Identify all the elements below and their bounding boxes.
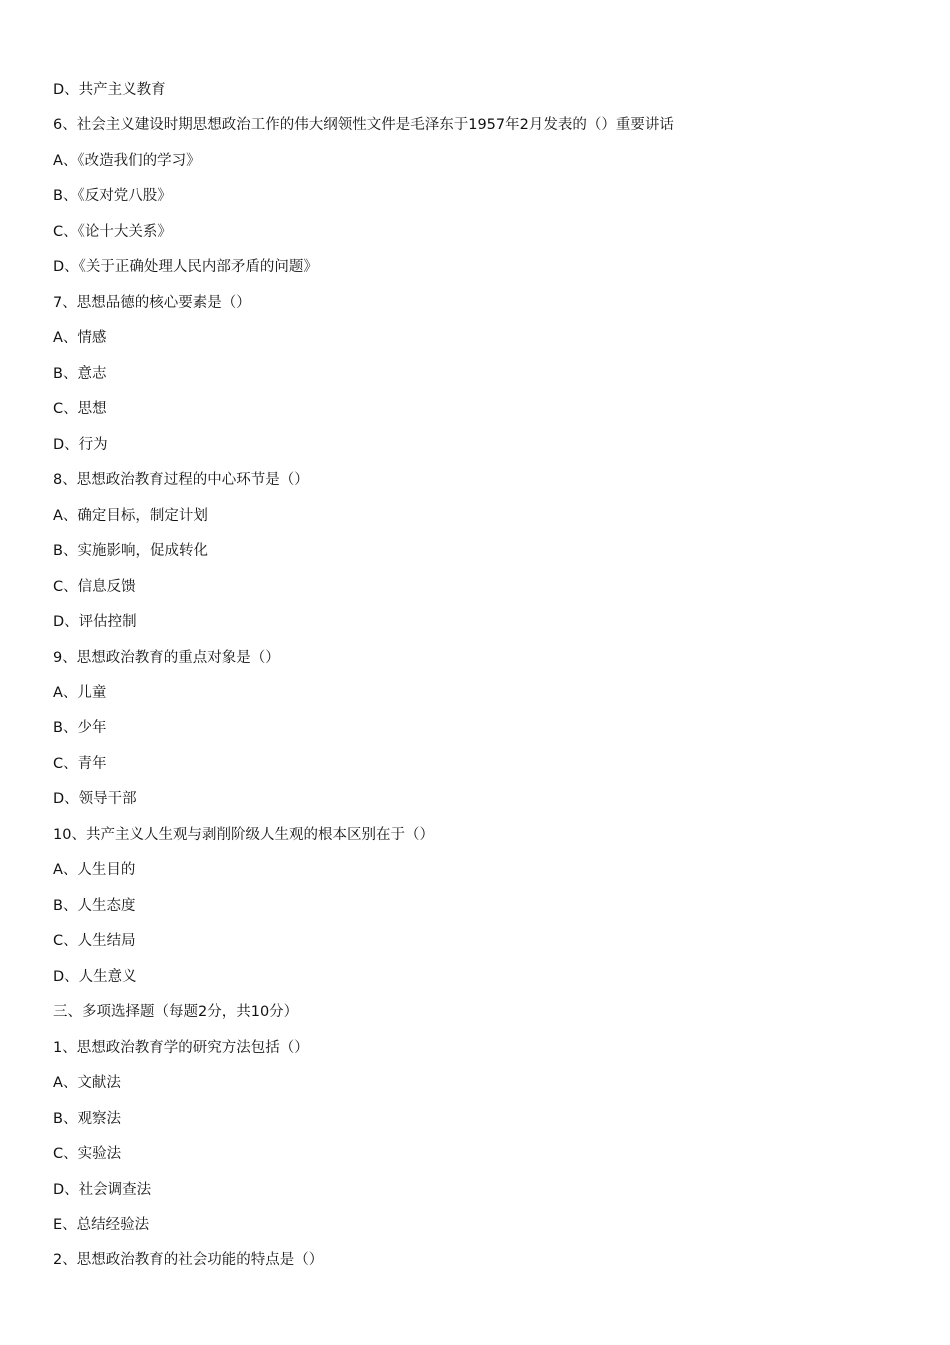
option-line: A、儿童 [53, 684, 107, 701]
question-line: 7、思想品德的核心要素是（） [53, 294, 251, 311]
option-line: A、《改造我们的学习》 [53, 152, 201, 169]
option-line: C、人生结局 [53, 933, 136, 950]
question-line: 10、共产主义人生观与剥削阶级人生观的根本区别在于（） [53, 826, 434, 843]
option-line: C、《论十大关系》 [53, 223, 172, 240]
question-line: 6、社会主义建设时期思想政治工作的伟大纲领性文件是毛泽东于1957年2月发表的（）重要讲话 [53, 117, 674, 134]
option-line: B、意志 [53, 365, 107, 382]
option-line: B、人生态度 [53, 897, 136, 914]
option-line: B、《反对党八股》 [53, 188, 172, 205]
option-line: D、领导干部 [53, 791, 137, 808]
option-line: B、实施影响，促成转化 [53, 543, 208, 560]
option-line: D、评估控制 [53, 614, 137, 631]
option-line: D、共产主义教育 [53, 82, 166, 98]
option-line: E、总结经验法 [53, 1217, 150, 1233]
question-line: 8、思想政治教育过程的中心环节是（） [53, 472, 309, 489]
option-line: C、青年 [53, 755, 107, 772]
option-line: D、行为 [53, 436, 108, 453]
question-list [53, 78, 674, 1284]
option-line: D、《关于正确处理人民内部矛盾的问题》 [53, 259, 318, 276]
option-line: D、人生意义 [53, 968, 137, 985]
option-line: B、观察法 [53, 1110, 121, 1127]
option-line: A、情感 [53, 330, 107, 347]
option-line: A、文献法 [53, 1075, 121, 1092]
question-line: 9、思想政治教育的重点对象是（） [53, 649, 280, 666]
option-line: A、人生目的 [53, 862, 136, 879]
question-line: 1、思想政治教育学的研究方法包括（） [53, 1039, 309, 1056]
option-line: C、实验法 [53, 1146, 122, 1163]
option-line: D、社会调查法 [53, 1181, 152, 1198]
option-line: B、少年 [53, 720, 107, 737]
option-line: A、确定目标，制定计划 [53, 507, 208, 524]
question-line: 2、思想政治教育的社会功能的特点是（） [53, 1252, 324, 1269]
option-line: C、信息反馈 [53, 578, 136, 595]
option-line: C、思想 [53, 401, 107, 418]
section-heading: 三、多项选择题（每题2分，共10分） [53, 1004, 299, 1021]
